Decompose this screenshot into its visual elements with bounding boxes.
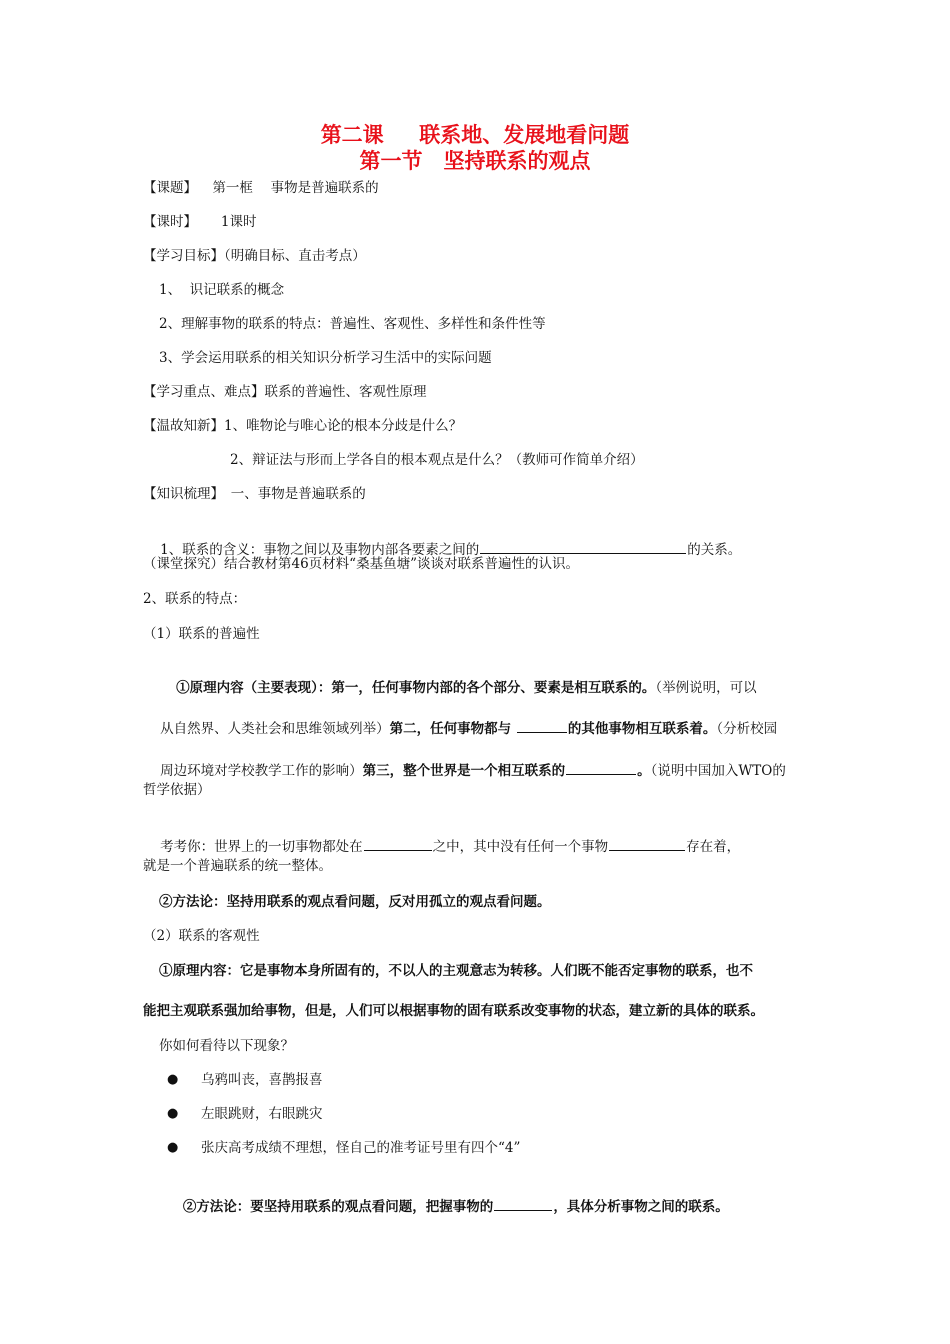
fill-blank[interactable]	[494, 1196, 552, 1211]
review-question-2: 2、辩证法与形而上学各自的根本观点是什么？（教师可作简单介绍）	[230, 452, 644, 468]
goal-item: 3、学会运用联系的相关知识分析学习生活中的实际问题	[159, 350, 492, 366]
phenomenon-item: 张庆高考成绩不理想，怪自己的准考证号里有四个“4”	[201, 1140, 521, 1156]
key-points-line: 【学习重点、难点】联系的普遍性、客观性原理	[143, 384, 427, 400]
test-text: 考考你：世界上的一切事物都处在	[160, 839, 363, 855]
objectivity-heading: （2）联系的客观性	[143, 928, 260, 944]
phenomenon-item: 左眼跳财，右眼跳灾	[201, 1106, 323, 1122]
principle-note: 从自然界、人类社会和思维领域列举）	[160, 721, 390, 737]
fill-blank[interactable]	[566, 760, 636, 775]
goal-item: 1、 识记联系的概念	[159, 282, 285, 298]
phenomenon-item: 乌鸦叫丧，喜鹊报喜	[201, 1072, 323, 1088]
fill-blank[interactable]	[517, 718, 567, 733]
principle-note: （分析校园	[716, 721, 778, 737]
fill-blank[interactable]	[609, 836, 685, 851]
definition-text-end: 的关系。	[687, 542, 742, 558]
hours-line: 【课时】 1课时	[143, 214, 257, 230]
section-title: 第一节 坚持联系的观点	[359, 148, 591, 173]
methodology-1: ②方法论：坚持用联系的观点看问题，反对用孤立的观点看问题。	[159, 894, 551, 910]
principle-bold: 。	[637, 763, 651, 779]
principle-bold: 第三，整个世界是一个相互联系的	[362, 763, 566, 779]
principle-line-4: 哲学依据）	[143, 782, 211, 798]
bullet-icon: ●	[167, 1140, 179, 1155]
topic-line: 【课题】 第一框 事物是普遍联系的	[143, 180, 379, 196]
bullet-icon: ●	[167, 1072, 179, 1087]
methodology-text: ，具体分析事物之间的联系。	[553, 1199, 729, 1215]
fill-blank[interactable]	[364, 836, 432, 851]
explore-line: （课堂探究）结合教材第46页材料“桑基鱼塘”谈谈对联系普遍性的认识。	[143, 556, 579, 572]
features-heading: 2、联系的特点：	[143, 591, 247, 607]
principle-note: （举例说明，可以	[655, 680, 757, 696]
review-question-1: 【温故知新】1、唯物论与唯心论的根本分歧是什么？	[143, 418, 463, 434]
knowledge-heading: 【知识梳理】 一、事物是普遍联系的	[143, 486, 366, 502]
methodology-2	[164, 1176, 729, 1237]
principle-note: 周边环境对学校教学工作的影响）	[160, 763, 363, 779]
fill-blank[interactable]	[480, 539, 686, 554]
test-text: 存在着，	[686, 839, 741, 855]
universality-heading: （1）联系的普遍性	[143, 626, 260, 642]
test-line-2: 就是一个普遍联系的统一整体。	[143, 858, 332, 874]
question-line: 你如何看待以下现象？	[159, 1038, 294, 1054]
methodology-text: ②方法论：要坚持用联系的观点看问题，把握事物的	[182, 1199, 494, 1215]
principle-bold: 的其他事物相互联系着。	[567, 721, 717, 737]
definition-text: 1、联系的含义：事物之间以及事物内部各要素之间的	[160, 542, 480, 558]
goals-label: 【学习目标】（明确目标、直击考点）	[143, 248, 366, 264]
principle-note: （说明中国加入WTO的	[650, 763, 786, 779]
objectivity-principle-2: 能把主观联系强加给事物，但是，人们可以根据事物的固有联系改变事物的状态，建立新的具体的联系。	[143, 1003, 764, 1019]
principle-line-3	[143, 740, 786, 801]
principle-bold: ①原理内容（主要表现）：第一，任何事物内部的各个部分、要素是相互联系的。	[176, 680, 656, 696]
principle-bold: 第二，任何事物都与	[389, 721, 516, 737]
objectivity-principle-1: ①原理内容：它是事物本身所固有的，不以人的主观意志为转移。人们既不能否定事物的联系，也不	[159, 963, 753, 979]
test-text: 之中，其中没有任何一个事物	[432, 839, 609, 855]
bullet-icon: ●	[167, 1106, 179, 1121]
goal-item: 2、理解事物的联系的特点：普遍性、客观性、多样性和条件性等	[159, 316, 546, 332]
lesson-title: 第二课 联系地、发展地看问题	[320, 122, 630, 147]
